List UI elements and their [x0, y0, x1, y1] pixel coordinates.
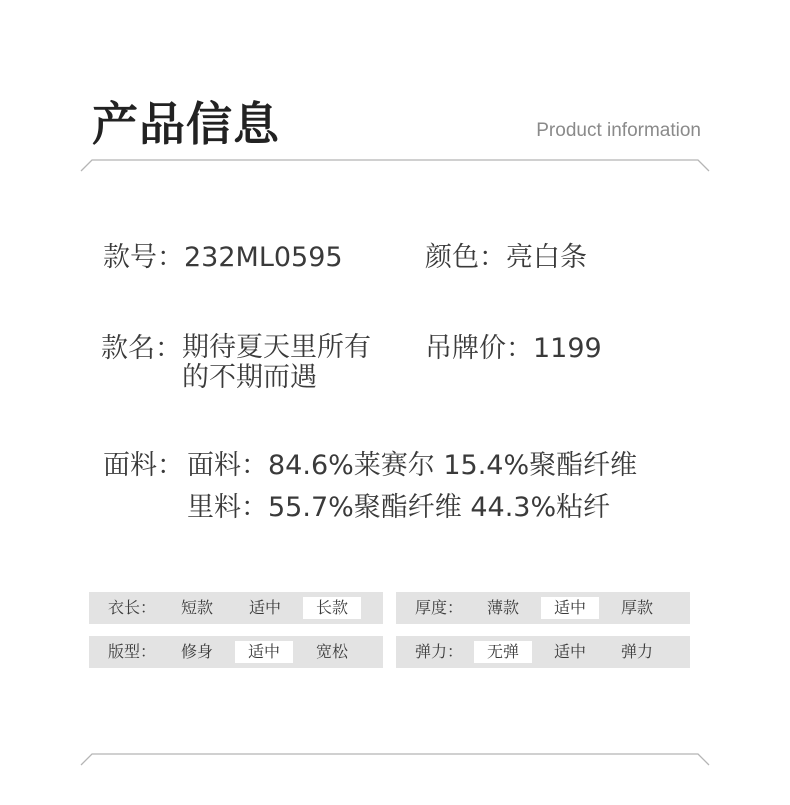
style-number-value: 232ML0595	[184, 242, 343, 273]
attr-length-option: 短款	[180, 598, 213, 617]
fabric-shell: 面料：84.6%莱赛尔 15.4%聚酯纤维	[187, 450, 638, 481]
style-number	[103, 242, 343, 274]
tag-price	[425, 333, 602, 365]
attr-thickness	[396, 592, 690, 624]
tag-price-label: 吊牌价：	[425, 333, 533, 364]
attr-elasticity-label: 弹力：	[415, 642, 464, 661]
tag-price-value: 1199	[533, 333, 602, 364]
attr-elasticity	[396, 636, 690, 668]
attr-thickness-option-selected: 适中	[541, 597, 599, 619]
attr-elasticity-option: 弹力	[620, 642, 653, 661]
attr-fit-option: 宽松	[315, 642, 348, 661]
page-subtitle: Product information	[536, 120, 701, 141]
top-divider	[80, 158, 710, 172]
attr-thickness-label: 厚度：	[415, 598, 464, 617]
style-name	[101, 333, 382, 393]
style-number-label: 款号：	[103, 242, 184, 273]
attr-length-option: 适中	[248, 598, 281, 617]
attr-length-option-selected: 长款	[303, 597, 361, 619]
attr-length-label: 衣长：	[108, 598, 157, 617]
attr-elasticity-option-selected: 无弹	[474, 641, 532, 663]
attr-length	[89, 592, 383, 624]
fabric-label: 面料：	[103, 450, 184, 481]
attr-fit-option: 修身	[180, 642, 213, 661]
fabric-lining: 里料：55.7%聚酯纤维 44.3%粘纤	[187, 492, 611, 523]
attr-fit	[89, 636, 383, 668]
style-name-label: 款名：	[101, 333, 182, 364]
color-value: 亮白条	[506, 242, 587, 273]
attr-elasticity-option: 适中	[553, 642, 586, 661]
page-title: 产品信息	[92, 97, 280, 151]
bottom-divider	[80, 752, 710, 766]
attr-fit-label: 版型：	[108, 642, 157, 661]
attr-thickness-option: 薄款	[486, 598, 519, 617]
color-label: 颜色：	[425, 242, 506, 273]
attr-thickness-option: 厚款	[620, 598, 653, 617]
style-name-value: 期待夏天里所有的不期而遇	[182, 332, 371, 393]
color	[425, 242, 587, 274]
attr-fit-option-selected: 适中	[235, 641, 293, 663]
